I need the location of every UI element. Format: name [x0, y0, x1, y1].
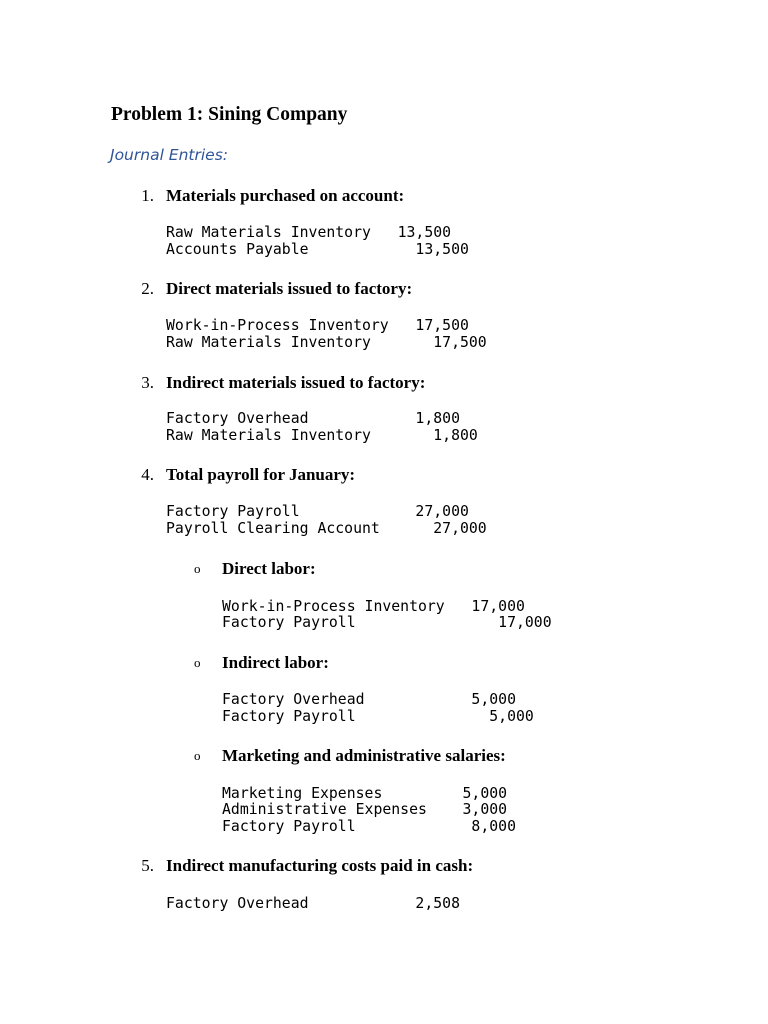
journal-line: Administrative Expenses 3,000 [222, 801, 508, 818]
item-heading: Total payroll for January: [166, 465, 356, 484]
item-heading: Indirect manufacturing costs paid in cash: [166, 856, 474, 875]
subitem-heading: Direct labor: [222, 559, 316, 578]
sub-bullet: o [194, 655, 201, 670]
journal-line: Marketing Expenses 5,000 [222, 785, 508, 802]
subitem-heading: Marketing and administrative salaries: [222, 746, 506, 765]
journal-line: Factory Overhead 2,508 [166, 895, 460, 912]
page-title: Problem 1: Sining Company [111, 104, 348, 125]
item-number: 3. [141, 373, 154, 392]
journal-line: Accounts Payable 13,500 [166, 241, 469, 258]
item-number: 5. [141, 856, 154, 875]
journal-line: Work-in-Process Inventory 17,000 [222, 598, 525, 615]
sub-bullet: o [194, 748, 201, 763]
journal-line: Raw Materials Inventory 17,500 [166, 334, 487, 351]
item-heading: Materials purchased on account: [166, 186, 405, 205]
item-number: 1. [141, 186, 154, 205]
journal-line: Factory Overhead 1,800 [166, 410, 460, 427]
journal-line: Factory Payroll 8,000 [222, 818, 516, 835]
item-heading: Direct materials issued to factory: [166, 279, 413, 298]
section-subtitle: Journal Entries: [110, 146, 229, 164]
journal-line: Factory Payroll 17,000 [222, 614, 552, 631]
subitem-heading: Indirect labor: [222, 653, 329, 672]
item-number: 2. [141, 279, 154, 298]
journal-line: Factory Overhead 5,000 [222, 691, 516, 708]
journal-line: Work-in-Process Inventory 17,500 [166, 317, 469, 334]
journal-line: Raw Materials Inventory 13,500 [166, 224, 452, 241]
journal-line: Raw Materials Inventory 1,800 [166, 427, 478, 444]
sub-bullet: o [194, 561, 201, 576]
journal-line: Payroll Clearing Account 27,000 [166, 520, 487, 537]
item-number: 4. [141, 465, 154, 484]
item-heading: Indirect materials issued to factory: [166, 373, 426, 392]
journal-line: Factory Payroll 27,000 [166, 503, 469, 520]
journal-line: Factory Payroll 5,000 [222, 708, 534, 725]
